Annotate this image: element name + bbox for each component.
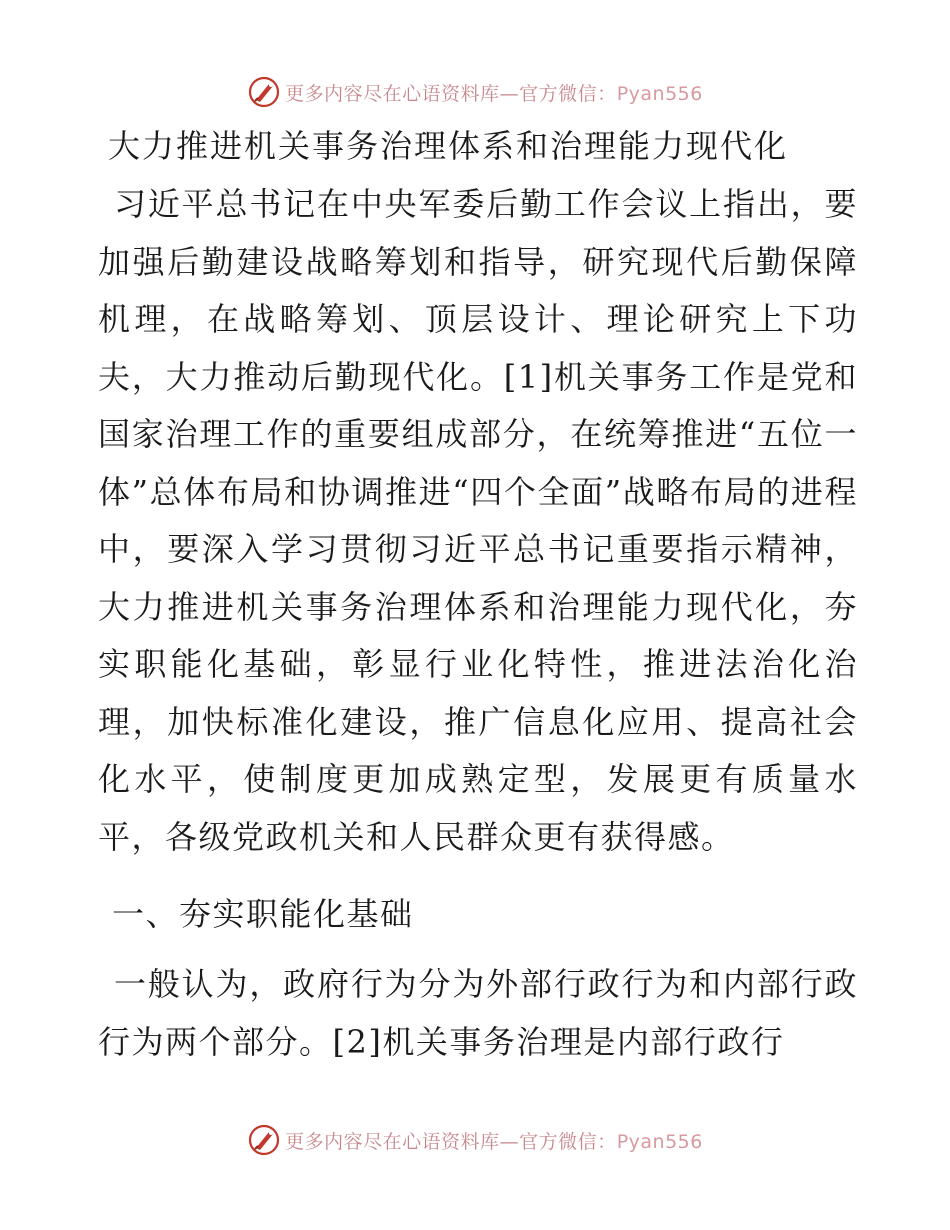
watermark-dash: — bbox=[499, 82, 520, 105]
document-body bbox=[98, 122, 858, 1071]
watermark-official: 官方微信： bbox=[519, 1130, 617, 1153]
watermark-official: 官方微信： bbox=[519, 82, 617, 105]
paragraph-intro-text: 习近平总书记在中央军委后勤工作会议上指出，要加强后勤建设战略筹划和指导，研究现代后勤保障机理，在战略筹划、顶层设计、理论研究上下功夫，大力推动后勤现代化。[1]机关事务工作是党和国家治理工作的重要组成部分，在统筹推进“五位一体”总体布局和协调推进“四个全面”战略布局的进程中，要深入学习贯彻习近平总书记重要指示精神，大力推进机关事务治理体系和治理能力现代化，夯实职能化基础，彰显行业化特性，推进法治化治理，加快标准化建设，推广信息化应用、提高社会化水平，使制度更加成熟定型，发展更有质量水平，各级党政机关和人民群众更有获得感。 bbox=[98, 185, 858, 856]
paragraph-intro bbox=[98, 176, 858, 866]
watermark-dash: — bbox=[499, 1130, 520, 1153]
document-title: 大力推进机关事务治理体系和治理能力现代化 bbox=[108, 127, 789, 165]
quill-pen-logo-icon bbox=[247, 75, 281, 109]
footer-watermark bbox=[0, 1120, 950, 1160]
header-watermark bbox=[0, 72, 950, 112]
watermark-wechat-id: Pyan556 bbox=[616, 82, 703, 105]
quill-pen-logo-icon bbox=[247, 1123, 281, 1157]
paragraph-section1-text: 一般认为，政府行为分为外部行政行为和内部行政行为两个部分。[2]机关事务治理是内部行政行 bbox=[98, 965, 858, 1061]
section-heading-1: 一、夯实职能化基础 bbox=[112, 895, 414, 933]
watermark-main: 更多内容尽在心语资料库 bbox=[285, 1130, 500, 1153]
watermark-main: 更多内容尽在心语资料库 bbox=[285, 82, 500, 105]
watermark-text bbox=[285, 79, 703, 106]
watermark-wechat-id: Pyan556 bbox=[616, 1130, 703, 1153]
watermark-text bbox=[285, 1127, 703, 1154]
paragraph-section1 bbox=[98, 956, 858, 1071]
